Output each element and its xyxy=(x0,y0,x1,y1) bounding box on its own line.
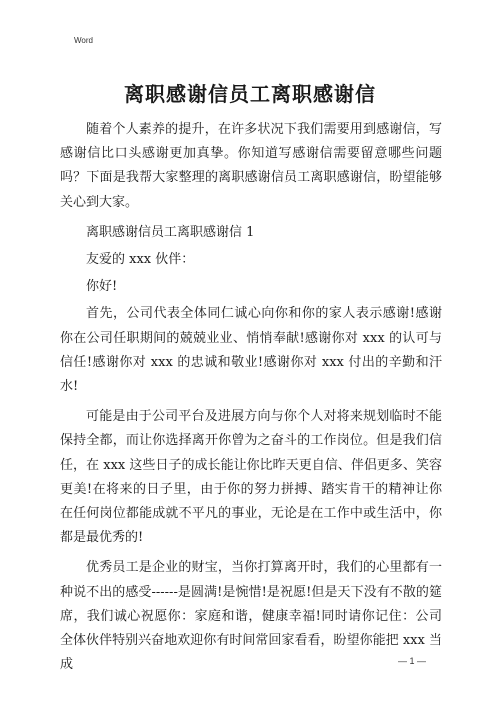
paragraph-farewell: 优秀员工是企业的财宝，当你打算离开时，我们的心里都有一种说不出的感受------是圆满!是惋惜!是祝愿!但是天下没有不散的筵席，我们诚心祝愿你：家庭和谐，健康幸福!同时请你记住：公司全体伙伴特别兴奋地欢迎你有时间常回家看看，盼望你能把 xxx 当成 xyxy=(60,560,442,673)
header-label: Word xyxy=(74,36,93,45)
paragraph-intro: 随着个人素养的提升，在许多状况下我们需要用到感谢信，写感谢信比口头感谢更加真挚。你知道写感谢信需要留意哪些问题吗？下面是我帮大家整理的离职感谢信员工离职感谢信，盼望能够关心到大家。 xyxy=(60,122,442,210)
paragraph-salutation: 友爱的 xxx 伙伴： xyxy=(86,252,195,268)
document-title: 离职感谢信员工离职感谢信 xyxy=(124,82,376,106)
paragraph-greeting: 你好! xyxy=(86,279,118,295)
paragraph-thanks: 首先，公司代表全体同仁诚心向你和你的家人表示感谢!感谢你在公司任职期间的兢兢业业、悄悄奉献!感谢你对 xxx 的认可与信任!感谢你对 xxx 的忠诚和敬业!感谢你对 xxx 付出的辛勤和汗水! xyxy=(60,306,442,395)
paragraph-subtitle: 离职感谢信员工离职感谢信 1 xyxy=(86,224,255,240)
document-body xyxy=(60,118,442,683)
page-number: — 1 — xyxy=(397,656,426,666)
paragraph-reason: 可能是由于公司平台及进展方向与你个人对将来规划临时不能保持全都，而让你选择离开你曾为之奋斗的工作岗位。但是我们信任，在 xxx 这些日子的成长能让你比昨天更自信、伴侣更多、笑容更美!在将来的日子里，由于你的努力拼搏、踏实肯干的精神让你在任何岗位都能成就不平凡的事业，无论是在工作中或生活中，你都是最优秀的! xyxy=(60,409,442,546)
